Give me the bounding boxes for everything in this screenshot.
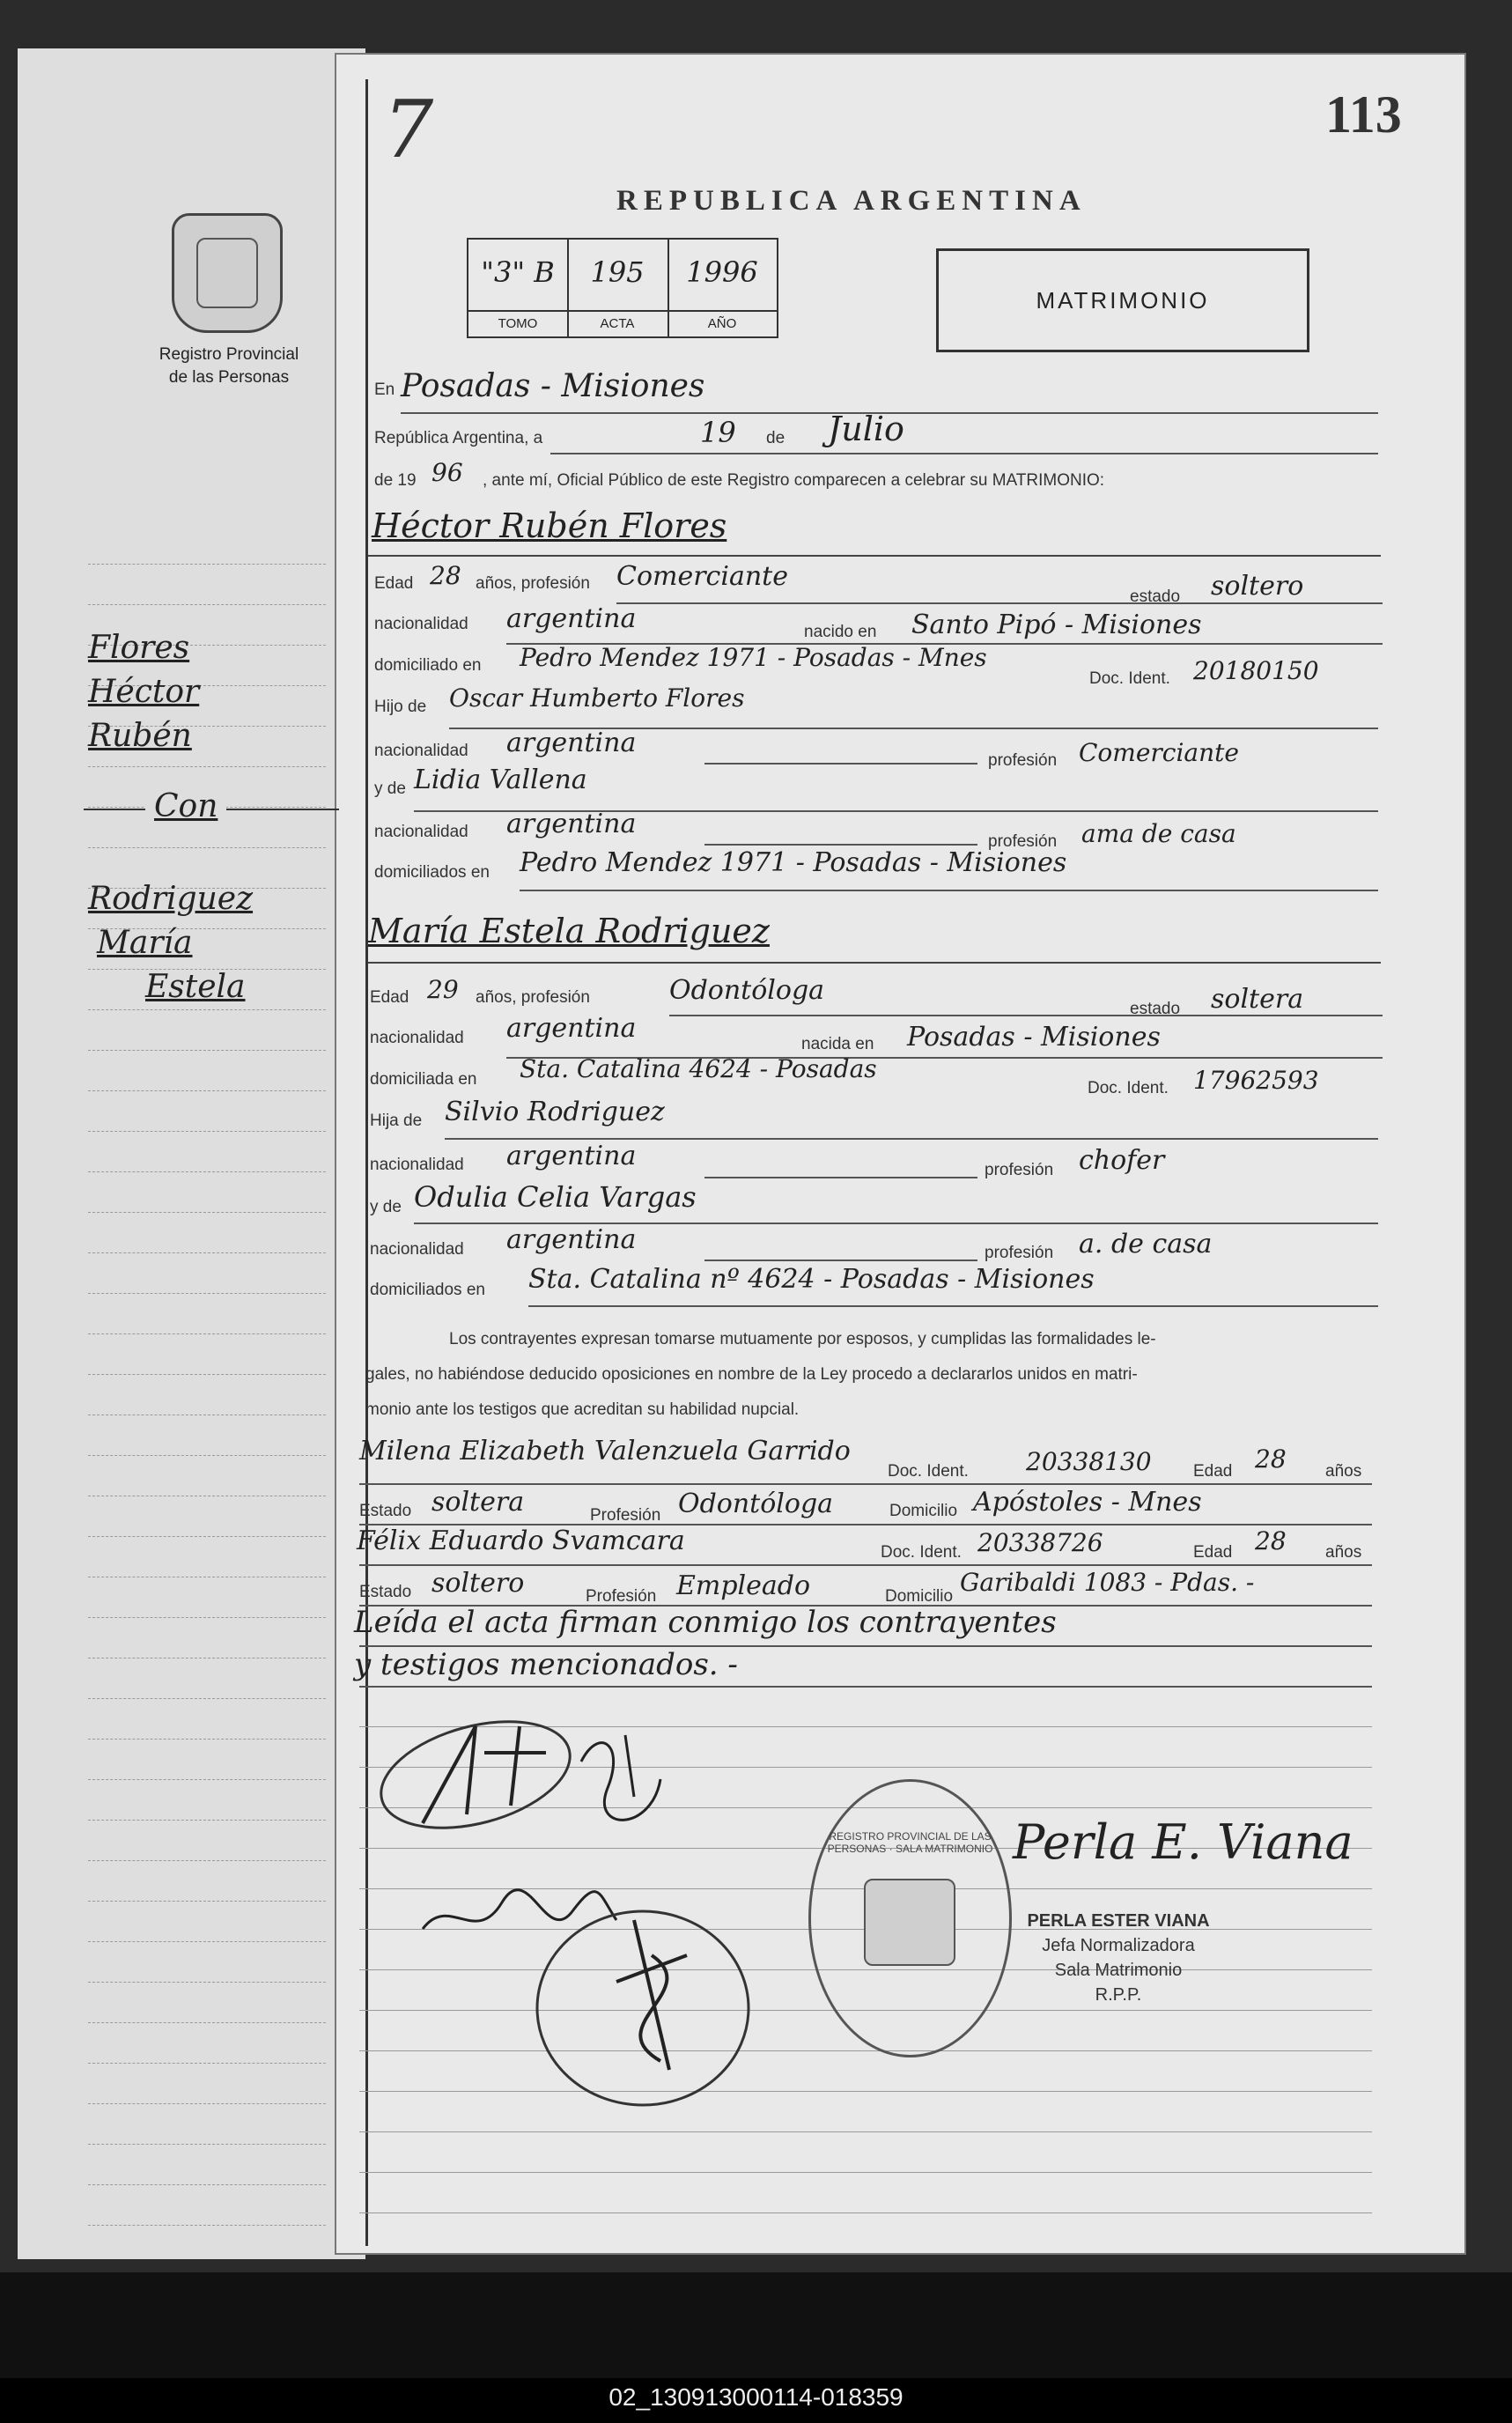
groom-nationality: argentina [506, 603, 637, 634]
witness2-doc: 20338726 [977, 1528, 1103, 1557]
groom-mother-profession: ama de casa [1081, 819, 1236, 848]
witness1-estado-label: Estado [359, 1502, 412, 1520]
tomo-label: TOMO [468, 310, 567, 336]
margin-ruled-line [88, 847, 326, 848]
margin-ruled-line [88, 1536, 326, 1537]
margin-ruled-line [88, 2144, 326, 2145]
bride-domicilio-label: domiciliada en [370, 1070, 477, 1089]
year-prefix: de 19 [374, 471, 417, 490]
groom-parents-dom-label: domiciliados en [374, 863, 490, 882]
margin-ruled-line [88, 1050, 326, 1051]
year-suffix: 96 [431, 458, 463, 487]
groom-profesion-label: años, profesión [476, 574, 590, 593]
margin-ruled-line [88, 2225, 326, 2226]
margin-ruled-line [88, 1333, 326, 1334]
bride-nationality: argentina [506, 1013, 637, 1044]
groom-yde-label: y de [374, 779, 406, 798]
bride-mother-nat-label: nacionalidad [370, 1240, 464, 1259]
groom-domicilio-label: domiciliado en [374, 656, 482, 675]
bride-doc-label: Doc. Ident. [1088, 1079, 1169, 1097]
bride-doc: 17962593 [1193, 1066, 1319, 1095]
groom-mother: Lidia Vallena [414, 765, 587, 795]
ano-value: 1996 [686, 255, 758, 289]
acta-cell [567, 240, 669, 336]
margin-ruled-line [88, 1252, 326, 1253]
margin-ruled-line [88, 1090, 326, 1091]
official-name: PERLA ESTER VIANA [1027, 1911, 1210, 1931]
groom-mother-nat-label: nacionalidad [374, 823, 468, 841]
bride-mother-prof-label: profesión [985, 1244, 1054, 1262]
margin-ruled-line [88, 564, 326, 565]
tomo-cell [468, 240, 569, 336]
margin-ruled-line [88, 2103, 326, 2104]
margin-ruled-line [88, 1293, 326, 1294]
margin-ruled-line [88, 2063, 326, 2064]
document-title: REPUBLICA ARGENTINA [616, 185, 1087, 217]
bride-name: María Estela Rodriguez [368, 912, 770, 950]
groom-father: Oscar Humberto Flores [449, 683, 745, 713]
margin-ruled-line [88, 1779, 326, 1780]
en-label: En [374, 380, 395, 399]
bride-nacionalidad-label: nacionalidad [370, 1029, 464, 1047]
groom-birthplace: Santo Pipó - Misiones [911, 609, 1202, 640]
bride-edad-label: Edad [370, 988, 409, 1007]
bride-mother: Odulia Celia Vargas [414, 1180, 697, 1214]
witness2-anos-label: años [1325, 1543, 1362, 1562]
place-value: Posadas - Misiones [401, 368, 705, 404]
witness1-profession: Odontóloga [678, 1489, 834, 1519]
bride-nacida-label: nacida en [801, 1035, 874, 1053]
witness2-edad-label: Edad [1193, 1543, 1233, 1562]
margin-ruled-line [88, 1820, 326, 1821]
act-type-box: MATRIMONIO [936, 248, 1309, 352]
image-caption: 02_130913000114-018359 [608, 2383, 904, 2411]
witness2-address: Garibaldi 1083 - Pdas. - [960, 1568, 1255, 1597]
margin-line4: Rodriguez [88, 881, 254, 917]
witness1-address: Apóstoles - Mnes [973, 1487, 1202, 1518]
ano-label: AÑO [667, 310, 777, 336]
intro-text: , ante mí, Oficial Público de este Registro comparecen a celebrar su MATRIMONIO: [483, 471, 1105, 490]
witness1-anos-label: años [1325, 1462, 1362, 1481]
margin-con: Con [145, 788, 226, 824]
witness2-profession: Empleado [676, 1570, 811, 1601]
bride-estado-label: estado [1130, 1000, 1181, 1018]
groom-mother-nationality: argentina [506, 809, 637, 839]
registry-line2: de las Personas [168, 368, 290, 387]
bride-mother-profession: a. de casa [1079, 1229, 1213, 1260]
groom-parents-address: Pedro Mendez 1971 - Posadas - Misiones [520, 847, 1067, 878]
bride-father-nat-label: nacionalidad [370, 1156, 464, 1174]
witness2-profesion-label: Profesión [586, 1587, 657, 1606]
bride-father: Silvio Rodriguez [445, 1097, 665, 1127]
margin-ruled-line [88, 1617, 326, 1618]
margin-line6: Estela [145, 969, 246, 1005]
official-signature: Perla E. Viana [1013, 1814, 1353, 1870]
groom-hijo-label: Hijo de [374, 698, 427, 716]
witness1-name: Milena Elizabeth Valenzuela Garrido [359, 1436, 851, 1466]
margin-ruled-line [88, 1901, 326, 1902]
witness2-estado-label: Estado [359, 1583, 412, 1601]
margin-ruled-line [88, 1374, 326, 1375]
margin-ruled-line [88, 766, 326, 767]
groom-address: Pedro Mendez 1971 - Posadas - Mnes [520, 643, 987, 672]
witness1-domicilio-label: Domicilio [889, 1502, 958, 1520]
signatures-graphic [370, 1691, 810, 2184]
republica-label: República Argentina, a [374, 429, 543, 447]
signature-ruled-line [359, 2212, 1372, 2213]
groom-name: Héctor Rubén Flores [372, 506, 727, 545]
bride-profesion-label: años, profesión [476, 988, 590, 1007]
de-label: de [766, 429, 786, 447]
witness2-name: Félix Eduardo Svamcara [357, 1525, 685, 1556]
groom-profession: Comerciante [616, 561, 788, 592]
bride-father-prof-label: profesión [985, 1161, 1054, 1179]
margin-line3: Rubén [88, 718, 192, 754]
bride-profession: Odontóloga [669, 975, 825, 1006]
groom-doc: 20180150 [1193, 656, 1319, 685]
declaration-line2: gales, no habiéndose deducido oposiciones en nombre de la Ley procedo a declararlos unidos en matri- [365, 1365, 1138, 1384]
declaration-line1: Los contrayentes expresan tomarse mutuamente por esposos, y cumplidas las formalidades le- [449, 1330, 1156, 1348]
bride-yde-label: y de [370, 1198, 402, 1216]
acta-label: ACTA [567, 310, 667, 336]
margin-ruled-line [88, 1941, 326, 1942]
margin-ruled-line [88, 2022, 326, 2023]
bride-mother-nationality: argentina [506, 1224, 637, 1255]
official-title1: Jefa Normalizadora [1042, 1936, 1195, 1955]
bride-birthplace: Posadas - Misiones [907, 1022, 1161, 1053]
margin-ruled-line [88, 1860, 326, 1861]
closing-line2: y testigos mencionados. - [354, 1647, 738, 1682]
bride-parents-dom-label: domiciliados en [370, 1281, 485, 1299]
witness1-edad-label: Edad [1193, 1462, 1233, 1481]
coat-of-arms-icon [172, 213, 283, 333]
groom-father-nat-label: nacionalidad [374, 742, 468, 760]
registry-label [123, 344, 335, 389]
groom-estado-label: estado [1130, 587, 1181, 606]
witness2-civil-status: soltero [431, 1568, 525, 1599]
closing-line1: Leída el acta firman conmigo los contrayentes [354, 1605, 1057, 1640]
margin-line1: Flores [88, 630, 190, 666]
declaration-line3: monio ante los testigos que acreditan su habilidad nupcial. [365, 1400, 800, 1419]
groom-nacionalidad-label: nacionalidad [374, 615, 468, 633]
margin-divider [365, 79, 368, 2246]
groom-father-profession: Comerciante [1079, 738, 1239, 767]
month-value: Julio [828, 410, 904, 448]
bride-father-nationality: argentina [506, 1141, 637, 1171]
margin-ruled-line [88, 1982, 326, 1983]
bottom-strip [0, 2272, 1512, 2378]
witness2-age: 28 [1255, 1526, 1287, 1555]
margin-ruled-line [88, 1739, 326, 1740]
bride-civil-status: soltera [1211, 984, 1304, 1015]
day-value: 19 [700, 416, 736, 449]
bride-address: Sta. Catalina 4624 - Posadas [520, 1054, 877, 1083]
bride-parents-address: Sta. Catalina nº 4624 - Posadas - Misiones [528, 1264, 1095, 1295]
page-number: 113 [1325, 85, 1402, 144]
stamp-emblem-icon [864, 1879, 955, 1966]
groom-civil-status: soltero [1211, 571, 1304, 602]
groom-doc-label: Doc. Ident. [1089, 669, 1170, 688]
witness1-doc: 20338130 [1026, 1447, 1152, 1476]
margin-ruled-line [88, 1131, 326, 1132]
official-title3: R.P.P. [1095, 1985, 1142, 2005]
ano-cell [667, 240, 777, 336]
margin-ruled-line [88, 1698, 326, 1699]
margin-ruled-line [88, 1455, 326, 1456]
margin-ruled-line [88, 604, 326, 605]
stamp-text: REGISTRO PROVINCIAL DE LAS PERSONAS · SALA MATRIMONIO [827, 1830, 993, 1855]
official-title2: Sala Matrimonio [1054, 1961, 1183, 1980]
acta-value: 195 [590, 255, 645, 289]
witness2-domicilio-label: Domicilio [885, 1587, 954, 1606]
margin-line2: Héctor [88, 674, 200, 710]
margin-ruled-line [88, 1171, 326, 1172]
registry-line1: Registro Provincial [159, 345, 299, 364]
groom-nacido-label: nacido en [804, 623, 877, 641]
bride-father-profession: chofer [1079, 1145, 1165, 1176]
witness1-profesion-label: Profesión [590, 1506, 661, 1525]
witness1-civil-status: soltera [431, 1487, 525, 1518]
groom-age: 28 [430, 561, 461, 590]
margin-ruled-line [88, 1212, 326, 1213]
groom-father-prof-label: profesión [988, 751, 1058, 770]
check-mark-icon: 7 [383, 84, 434, 176]
margin-ruled-line [88, 1009, 326, 1010]
tomo-acta-ano-box [467, 238, 778, 338]
witness1-age: 28 [1255, 1444, 1287, 1474]
tomo-value: "3" B [481, 255, 555, 289]
groom-edad-label: Edad [374, 574, 414, 593]
bride-age: 29 [427, 975, 459, 1004]
groom-mother-prof-label: profesión [988, 832, 1058, 851]
witness2-doc-label: Doc. Ident. [881, 1543, 962, 1562]
margin-line5: María [97, 925, 193, 961]
registry-stamp [808, 1779, 1012, 2057]
groom-father-nationality: argentina [506, 728, 637, 758]
margin-ruled-line [88, 2184, 326, 2185]
bride-hija-label: Hija de [370, 1112, 423, 1130]
witness1-doc-label: Doc. Ident. [888, 1462, 969, 1481]
